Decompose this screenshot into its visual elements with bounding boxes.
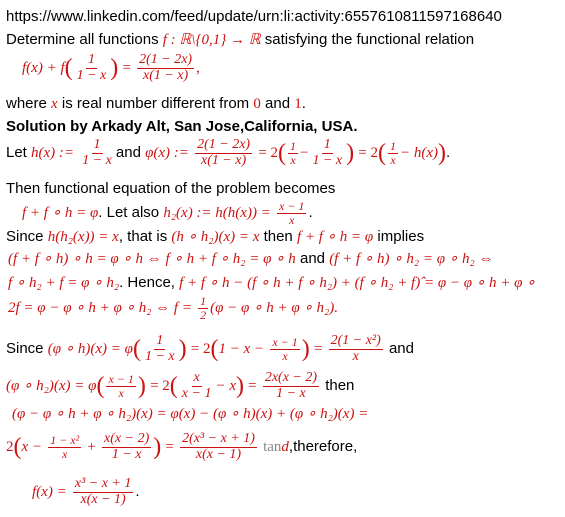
final-answer: f(x) = $\frac{\text{x³ − x + 1}}{x(x - 1)}$ . bbox=[32, 476, 140, 507]
text-line: Since h(h₂(x)) = x, that is (h ∘ h₂)(x) = x then f + f ∘ h = φ implies bbox=[6, 228, 425, 245]
text-line: Then functional equation of the problem becomes bbox=[6, 180, 336, 197]
fraction: $\frac{\text{2(x³ − x + 1)}}{x(x - 1)}$ bbox=[182, 431, 255, 462]
equation-lhs: f(x) + f bbox=[22, 60, 65, 77]
solution-heading: Solution by Arkady Alt, San Jose,California, USA. bbox=[6, 118, 358, 135]
problem-intro: Determine all functions bbox=[6, 31, 159, 48]
fraction: $\frac{1}{1 - x}$ bbox=[76, 52, 107, 83]
fraction: $\frac{2(1 - 2x)}{x(1 - x)}$ bbox=[139, 52, 193, 83]
fraction: $\frac{2x(x - 2)}{1 - x}$ bbox=[264, 370, 318, 401]
equation-line: (f + f ∘ h) ∘ h = φ ∘ h ⇔ f ∘ h + f ∘ h₂ = φ ∘ h and (f + f ∘ h) ∘ h₂ = φ ∘ h₂ ⇔ bbox=[8, 250, 494, 267]
domain-condition: where x is real number different from 0 and 1. bbox=[6, 95, 306, 112]
equation-line: f ∘ h₂ + f = φ ∘ h₂. Hence, f + f ∘ h − (f ∘ h + f ∘ h₂) + (f ∘ h₂ + f)̂ = φ − φ ∘ h + φ ∘ bbox=[8, 274, 536, 291]
problem-tail: satisfying the functional relation bbox=[264, 31, 475, 48]
fraction: $\frac{1}{x}$ bbox=[289, 139, 296, 167]
equation-line: (φ ∘ h₂)(x) = φ( $\frac{x - 1}{x}$ ) = 2( $\frac{x}{x - 1}$ − x) = $\frac{2x(x - 2)}{1 - x}$ then bbox=[6, 370, 355, 401]
definition-line: Let h(x) := $\frac{1}{1 - x}$ and φ(x) := $\frac{2(1 - 2x)}{x(1 - x)}$ = 2( $\frac{1}{x}$ − $\frac{1}{1 - x}$ ) = 2( $\frac{1}{x}$ − h(x)). bbox=[6, 137, 451, 168]
fraction: $\frac{2(1 - 2x)}{x(1 - x)}$ bbox=[197, 137, 251, 168]
equation-line: (φ − φ ∘ h + φ ∘ h₂)(x) = φ(x) − (φ ∘ h)(x) + (φ ∘ h₂)(x) = bbox=[12, 406, 369, 422]
functional-equation: f(x) + f( $\frac{1}{1 - x}$ ) = $\frac{2(1 - 2x)}{x(1 - x)}$ , bbox=[22, 52, 200, 83]
fraction: $\frac{x}{x - 1}$ bbox=[181, 370, 212, 401]
fraction: $\frac{1}{1 - x}$ bbox=[312, 137, 343, 168]
problem-statement-line bbox=[6, 32, 474, 48]
fraction: $\frac{1}{1 - x}$ bbox=[82, 137, 112, 168]
fraction: $\frac{x - 1}{x}$ bbox=[279, 199, 305, 227]
fraction: $\frac{\text{x³ − x + 1}}{x(x - 1)}$ bbox=[74, 476, 132, 507]
equation-line: 2f = φ − φ ∘ h + φ ∘ h₂ ⇔ f = $\frac{1}{2}$ (φ − φ ∘ h + φ ∘ h₂). bbox=[8, 294, 339, 322]
equation-line: 2(x − $\frac{\text{1 − x²}}{x}$ + $\frac{x(x - 2)}{1 - x}$ ) = $\frac{\text{2(x³ − x + 1)}}{x(x - 1)}$ tand,therefore, bbox=[6, 431, 358, 462]
fraction: $\frac{\text{1 − x²}}{x}$ bbox=[50, 433, 80, 461]
equation-line: Since (φ ∘ h)(x) = φ( $\frac{1}{1 - x}$ ) = 2(1 − x − $\frac{x - 1}{x}$ ) = $\frac{\text{2(1 − x²)}}{x}$ and bbox=[6, 333, 414, 364]
fraction: $\frac{\text{2(1 − x²)}}{x}$ bbox=[330, 333, 381, 364]
equation-line: f + f ∘ h = φ. Let also h₂(x) := h(h(x)) = $\frac{x - 1}{x}$ . bbox=[22, 199, 313, 227]
fraction: $\frac{x - 1}{x}$ bbox=[272, 335, 298, 363]
fraction: $\frac{x - 1}{x}$ bbox=[108, 372, 134, 400]
source-url[interactable]: https://www.linkedin.com/feed/update/urn:li:activity:6557610811597168640 bbox=[6, 8, 502, 25]
fraction: $\frac{1}{1 - x}$ bbox=[144, 333, 175, 364]
function-signature: f : ℝ\{0,1} → ℝ bbox=[162, 32, 261, 48]
fraction: $\frac{1}{2}$ bbox=[200, 294, 207, 322]
fraction: $\frac{x(x - 2)}{1 - x}$ bbox=[104, 431, 150, 462]
fraction: $\frac{1}{x}$ bbox=[390, 139, 397, 167]
